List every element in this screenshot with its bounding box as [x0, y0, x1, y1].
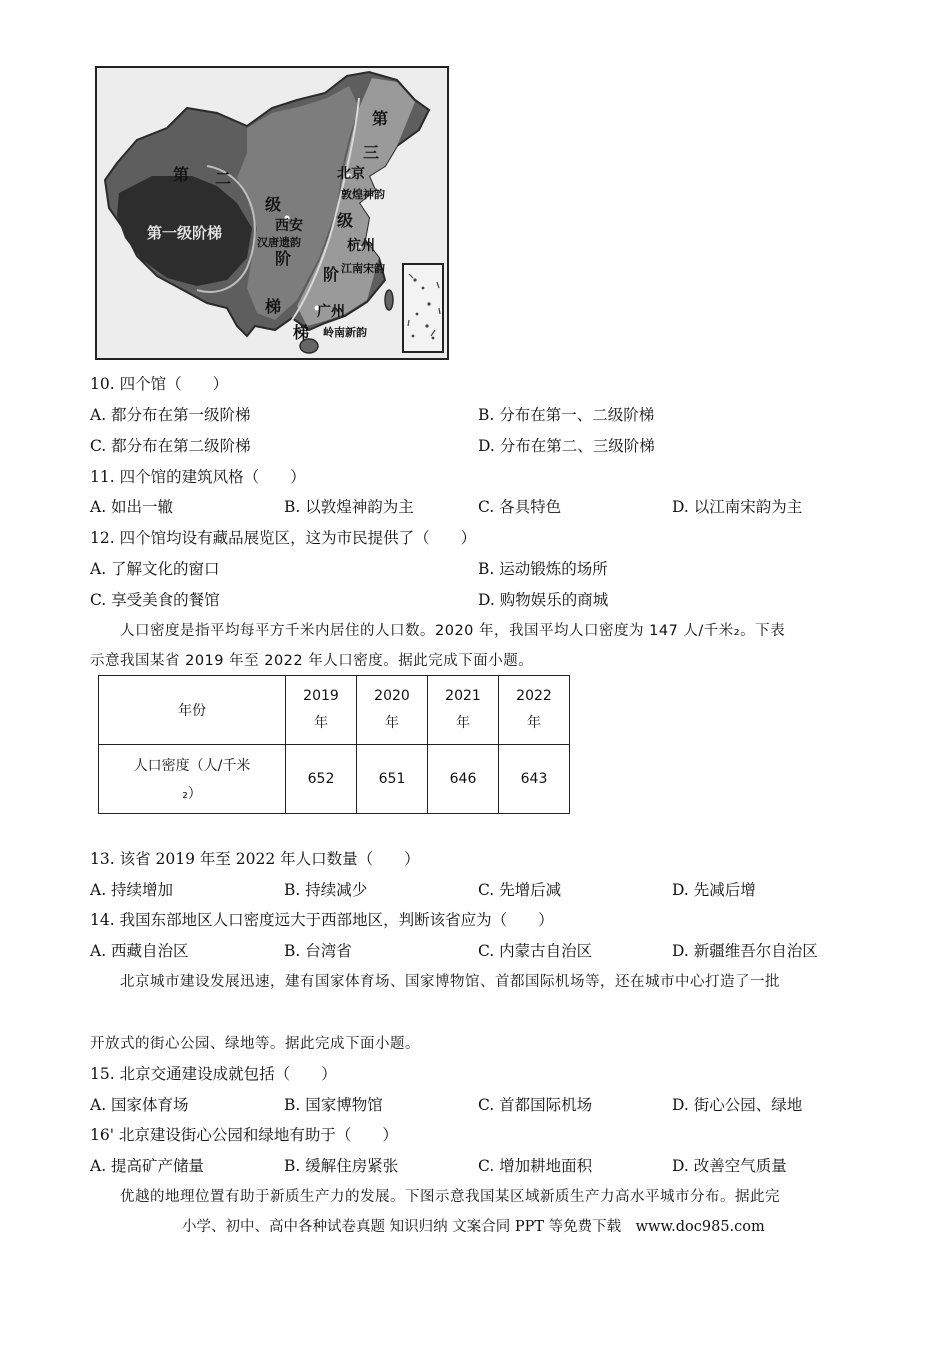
china-terrain-map — [95, 66, 449, 360]
page-footer: 小学、初中、高中各种试卷真题 知识归纳 文案合同 PPT 等免费下载 www.doc985.com — [182, 1219, 765, 1235]
q11-option-a[interactable]: A. 如出一辙 — [90, 498, 174, 516]
q11-stem: 11. 四个馆的建筑风格（ ） — [90, 468, 306, 486]
row-label-line1: 人口密度（人/千米 — [133, 758, 251, 774]
q14-option-d[interactable]: D. 新疆维吾尔自治区 — [672, 942, 818, 960]
q10-option-b[interactable]: B. 分布在第一、二级阶梯 — [478, 406, 655, 424]
year-number: 2019 — [303, 688, 339, 704]
map-label-san: 三 — [363, 143, 380, 162]
table-value-cell: 643 — [499, 745, 570, 814]
q12-stem: 12. 四个馆均设有藏品展览区，这为市民提供了（ ） — [90, 529, 477, 547]
q11-option-c[interactable]: C. 各具特色 — [478, 498, 562, 516]
map-label-first-step: 第一级阶梯 — [147, 224, 223, 242]
map-label-jiangnan: 江南宋韵 — [341, 262, 385, 275]
table-year-cell — [499, 676, 570, 745]
q14-stem: 14. 我国东部地区人口密度远大于西部地区，判断该省应为（ ） — [90, 911, 554, 929]
taiwan-island — [385, 290, 393, 310]
map-label-dunhuang: 敦煌神韵 — [341, 188, 385, 201]
q12-option-a[interactable]: A. 了解文化的窗口 — [90, 560, 220, 578]
q14-option-c[interactable]: C. 内蒙古自治区 — [478, 942, 593, 960]
q13-stem: 13. 该省 2019 年至 2022 年人口数量（ ） — [90, 850, 420, 868]
table-value-cell: 652 — [286, 745, 357, 814]
table-data-row — [99, 745, 570, 814]
table-year-cell — [286, 676, 357, 745]
population-intro-line2: 示意我国某省 2019 年至 2022 年人口密度。据此完成下面小题。 — [90, 653, 534, 669]
table-header-label: 年份 — [99, 676, 286, 745]
q11-option-b[interactable]: B. 以敦煌神韵为主 — [284, 498, 414, 516]
map-label-jie2: 阶 — [323, 265, 340, 284]
beijing-intro-line1: 北京城市建设发展迅速，建有国家体育场、国家博物馆、首都国际机场等，还在城市中心打造了一批 — [120, 974, 780, 990]
table-value-cell: 651 — [357, 745, 428, 814]
q10-option-c[interactable]: C. 都分布在第二级阶梯 — [90, 437, 251, 455]
table-year-cell — [357, 676, 428, 745]
table-value-cell: 646 — [428, 745, 499, 814]
q16-stem: 16' 北京建设街心公园和绿地有助于（ ） — [90, 1126, 398, 1144]
q12-option-b[interactable]: B. 运动锻炼的场所 — [478, 560, 608, 578]
year-unit: 年 — [527, 715, 541, 731]
q16-option-b[interactable]: B. 缓解住房紧张 — [284, 1157, 399, 1175]
map-label-ti1: 梯 — [265, 297, 282, 316]
beijing-intro-line2: 开放式的街心公园、绿地等。据此完成下面小题。 — [90, 1036, 420, 1052]
q14-option-b[interactable]: B. 台湾省 — [284, 942, 352, 960]
map-label-guangzhou: 广州 — [317, 304, 345, 320]
year-number: 2022 — [516, 688, 552, 704]
map-label-di: 第 — [173, 165, 190, 184]
q13-option-c[interactable]: C. 先增后减 — [478, 881, 562, 899]
q15-option-d[interactable]: D. 街心公园、绿地 — [672, 1096, 803, 1114]
map-label-xian: 西安 — [275, 218, 303, 234]
q15-option-a[interactable]: A. 国家体育场 — [90, 1096, 189, 1114]
map-label-ji1: 级 — [265, 195, 282, 214]
map-label-hantang: 汉唐遗韵 — [257, 236, 301, 249]
year-unit: 年 — [456, 715, 470, 731]
table-row-label — [99, 745, 286, 814]
q12-option-d[interactable]: D. 购物娱乐的商城 — [478, 591, 609, 609]
table-year-cell — [428, 676, 499, 745]
row-label-line2: ₂） — [182, 786, 202, 802]
map-label-er: 二 — [215, 169, 232, 188]
population-intro-line1: 人口密度是指平均每平方千米内居住的人口数。2020 年，我国平均人口密度为 147 人/千米₂。下表 — [120, 623, 786, 639]
map-label-di3: 第 — [372, 109, 389, 128]
south-china-sea-inset — [403, 264, 443, 352]
map-label-ti2: 梯 — [293, 323, 310, 342]
map-label-beijing: 北京 — [337, 166, 365, 182]
q13-option-a[interactable]: A. 持续增加 — [90, 881, 174, 899]
q13-option-d[interactable]: D. 先减后增 — [672, 881, 756, 899]
map-graphic — [97, 68, 447, 358]
q15-option-b[interactable]: B. 国家博物馆 — [284, 1096, 383, 1114]
q15-option-c[interactable]: C. 首都国际机场 — [478, 1096, 593, 1114]
map-label-lingnan: 岭南新韵 — [323, 326, 367, 339]
q10-stem: 10. 四个馆（ ） — [90, 375, 229, 393]
q13-option-b[interactable]: B. 持续减少 — [284, 881, 368, 899]
map-label-hangzhou: 杭州 — [347, 238, 375, 254]
q14-option-a[interactable]: A. 西藏自治区 — [90, 942, 189, 960]
q15-stem: 15. 北京交通建设成就包括（ ） — [90, 1065, 337, 1083]
productivity-intro-line1: 优越的地理位置有助于新质生产力的发展。下图示意我国某区域新质生产力高水平城市分布。据此完 — [120, 1189, 780, 1205]
map-label-ji2: 级 — [337, 211, 354, 230]
population-density-table — [98, 675, 570, 814]
q16-option-a[interactable]: A. 提高矿产储量 — [90, 1157, 205, 1175]
q10-option-a[interactable]: A. 都分布在第一级阶梯 — [90, 406, 251, 424]
q12-option-c[interactable]: C. 享受美食的餐馆 — [90, 591, 220, 609]
year-number: 2020 — [374, 688, 410, 704]
table-header-row — [99, 676, 570, 745]
year-unit: 年 — [314, 715, 328, 731]
q11-option-d[interactable]: D. 以江南宋韵为主 — [672, 498, 803, 516]
map-label-jie1: 阶 — [275, 249, 292, 268]
q10-option-d[interactable]: D. 分布在第二、三级阶梯 — [478, 437, 655, 455]
year-number: 2021 — [445, 688, 481, 704]
q16-option-c[interactable]: C. 增加耕地面积 — [478, 1157, 593, 1175]
q16-option-d[interactable]: D. 改善空气质量 — [672, 1157, 787, 1175]
year-unit: 年 — [385, 715, 399, 731]
